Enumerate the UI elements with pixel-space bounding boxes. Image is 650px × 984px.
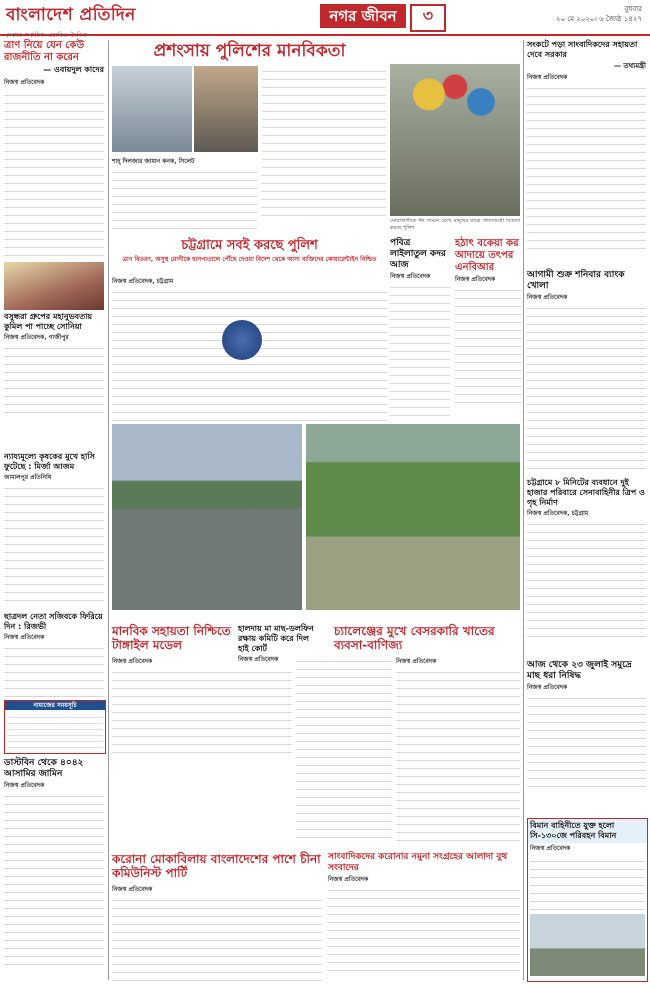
article-hannan — [4, 612, 104, 703]
article-body — [4, 791, 104, 971]
headline: পবিত্র লাইলাতুল কদর আজ — [390, 238, 446, 270]
day: বুধবার — [624, 5, 642, 13]
headline: সংকটে পড়া সাংবাদিকদের সহায়তা দেবে সরকার — [527, 40, 638, 59]
byline: জামালপুর প্রতিনিধি — [4, 474, 52, 481]
photo-crowd-umbrellas — [390, 64, 520, 216]
brand-tagline: দেশের সর্বাধিক প্রচারিত দৈনিক — [6, 32, 88, 39]
byline: নিজস্ব প্রতিবেদক — [527, 684, 568, 691]
photo-portrait — [4, 262, 104, 310]
article-body — [4, 343, 104, 413]
article-body — [4, 90, 104, 260]
headline: বসুন্ধরা গ্রুপের মহানুভবতায় কুমিল পা পাচ্ছে সোনিয়া — [4, 312, 93, 331]
column-rule — [108, 40, 109, 980]
prayer-table — [7, 712, 103, 752]
prayer-times-box — [4, 700, 106, 754]
article-bank — [527, 270, 646, 473]
article-tangail — [112, 656, 292, 755]
headline: হঠাৎ বকেয়া কর আদায়ে তৎপর এনবিআর — [455, 238, 519, 273]
article-police-body — [112, 156, 257, 231]
byline: নিজস্ব প্রতিবেদক — [4, 79, 45, 86]
article-journalists — [328, 852, 520, 977]
chattogram-subhead: ত্রাণ বিতরণ, অসুস্থ রোগীকে হাসপাতালে পৌঁছে দেওয়া বিদেশ থেকে আসা ব্যক্তিদের কোয়ারেন্টাইন নিশ্চিত — [122, 256, 377, 263]
byline: নিজস্ব প্রতিবেদক — [530, 845, 571, 852]
article-body — [4, 643, 104, 703]
article-police-body-2 — [262, 66, 386, 220]
article-dhanmondi — [4, 758, 104, 971]
article-nyaya — [4, 452, 104, 603]
column-rule — [523, 40, 524, 980]
photo-caption: নোয়াখালীতে ঈদ সামনে রেখে মানুষের মাঝে খাদ্যসামগ্রী বিতরণ করছে পুলিশ — [390, 218, 520, 231]
byline: নিজস্ব প্রতিবেদক, গাজীপুর — [4, 334, 69, 341]
byline: নিজস্ব প্রতিবেদক, চট্টগ্রাম — [527, 510, 589, 517]
byline: নিজস্ব প্রতিবেদক — [112, 886, 153, 893]
aircraft-box — [527, 818, 648, 982]
police-emblem — [222, 320, 262, 360]
byline: নিজস্ব প্রতিবেদক — [455, 276, 496, 283]
headline: হালদায় মা মাছ-ডলফিন রক্ষায় কমিটি করে দিল হাই কোর্ট — [238, 624, 314, 653]
article-army — [527, 478, 646, 639]
article-sangkat — [527, 40, 646, 253]
lead-headline: প্রশংসায় পুলিশের মানবিকতা — [153, 41, 346, 61]
article-bangabandhu — [4, 312, 104, 413]
prayer-title: নামাজের সময়সূচি — [5, 701, 105, 710]
photo-police-2 — [194, 66, 258, 152]
article-body — [455, 285, 521, 405]
brand-name: বাংলাদেশ প্রতিদিন — [6, 5, 136, 25]
article-body — [112, 895, 322, 981]
article-fishing — [527, 660, 646, 793]
article-private — [396, 656, 520, 845]
article-body — [527, 693, 646, 793]
byline: নিজস্ব প্রতিবেদক — [112, 658, 153, 665]
byline: নিজস্ব প্রতিবেদক — [527, 294, 568, 301]
article-relief — [4, 40, 104, 260]
photo-police-checkpoint — [112, 424, 302, 610]
section-title: নগর জীবন — [320, 4, 406, 28]
private-headline: চ্যালেঞ্জের মুখে বেসরকারি খাতের ব্যবসা-বাণিজ্য — [334, 624, 495, 652]
headline: আগামী শুক্র শনিবার ব্যাংক খোলা — [527, 270, 625, 291]
article-body — [4, 483, 104, 603]
article-body — [527, 519, 646, 639]
headline: ন্যায্যমূল্যে কৃষকের মুখে হাসি ফুটেছে : মির্জা আজম — [4, 452, 95, 471]
byline: নিজস্ব প্রতিবেদক — [328, 876, 369, 883]
page-number: ৩ — [410, 4, 446, 32]
photo-police-1 — [112, 66, 192, 152]
article-court-body — [296, 656, 391, 844]
byline: নিজস্ব প্রতিবেদক — [396, 658, 437, 665]
photo-relief-distribution — [306, 424, 520, 610]
byline: নিজস্ব প্রতিবেদক — [4, 634, 45, 641]
article-body — [112, 667, 292, 755]
article-body — [530, 856, 645, 912]
headline: আজ থেকে ২৩ জুলাই সমুদ্রে মাছ ধরা নিষিদ্ধ — [527, 660, 632, 681]
newspaper-logo — [6, 2, 136, 41]
article-body — [328, 885, 520, 977]
byline: নিজস্ব প্রতিবেদক — [390, 273, 431, 280]
article-body — [396, 667, 520, 845]
byline: নিজস্ব প্রতিবেদক, চট্টগ্রাম — [112, 278, 174, 285]
date: ২০ মে ২০২০। ৬ জ্যৈষ্ঠ ১৪২৭ — [555, 15, 642, 23]
photo-aircraft — [530, 914, 645, 976]
chattogram-headline: চট্টগ্রামে সবই করছে পুলিশ — [181, 238, 318, 253]
headline: চট্টগ্রামে ৮ মিনিটের ব্যবধানে দুই হাজার পরিবারে সেনাবাহিনীর ত্রিপ ও গৃহ নির্মাণ — [527, 478, 645, 507]
byline: নিজস্ব প্রতিবেদক — [238, 656, 279, 663]
headline: সাংবাদিকদের করোনার নমুনা সংগ্রহের আলাদা বুথ সংবাদের — [328, 852, 508, 873]
china-headline: করোনা মোকাবিলায় বাংলাদেশের পাশে চীনা কমিউনিস্ট পার্টি — [112, 852, 321, 880]
byline: নিজস্ব প্রতিবেদক — [527, 74, 568, 81]
byline: শাহ্‌ দিলজার জামান কনক, সিলেট — [112, 158, 195, 165]
byline: নিজস্ব প্রতিবেদক — [4, 782, 45, 789]
article-nbr — [455, 238, 521, 405]
tangail-headline: মানবিক সহায়তা নিশ্চিতে টাঙ্গাইল মডেল — [112, 624, 231, 652]
subhead: — ওবায়দুল কাদের — [43, 65, 104, 74]
article-body — [112, 167, 257, 231]
headline: বিমান বাহিনীতে যুক্ত হলো সি-১৩০জে পরিবহন বিমান — [528, 819, 647, 843]
headline: ত্রাণ নিয়ে যেন কেউ রাজনীতি না করেন — [4, 40, 85, 63]
headline: ছাত্রদল নেতা সজিবকে ফিরিয়ে দিন : রিজভী — [4, 612, 103, 631]
article-body — [390, 282, 450, 422]
article-body — [527, 303, 646, 473]
article-china — [112, 884, 322, 981]
dateline — [556, 4, 642, 24]
article-library — [390, 238, 450, 422]
subhead: — তথ্যমন্ত্রী — [613, 62, 646, 70]
article-body — [527, 83, 646, 253]
headline: ডাস্টবিন থেকে ৪০৪২ আসামির জামিন — [4, 758, 84, 779]
